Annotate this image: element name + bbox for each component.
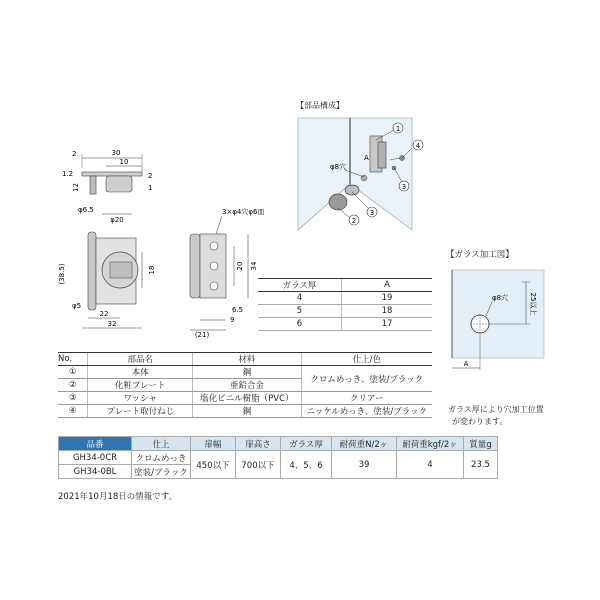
glass-table-cell: 5 bbox=[258, 305, 342, 318]
table-row bbox=[58, 392, 432, 405]
side-dim-6-5: 6.5 bbox=[232, 306, 244, 314]
front-dim-2a: 2 bbox=[72, 150, 77, 158]
footer-date-note: 2021年10月18日の情報です。 bbox=[58, 492, 178, 502]
parts-no: ② bbox=[58, 379, 88, 392]
front-dim-22: 22 bbox=[99, 310, 109, 318]
parts-name: 本体 bbox=[88, 366, 193, 379]
product-header-glass: ガラス厚 bbox=[281, 437, 332, 451]
product-header-height: 扉高さ bbox=[236, 437, 281, 451]
product-load-kgf: 4 bbox=[397, 451, 464, 479]
product-code: GH34-0BL bbox=[59, 465, 132, 479]
product-table bbox=[58, 436, 498, 479]
product-header-finish: 仕上 bbox=[132, 437, 191, 451]
front-dim-2b: 2 bbox=[148, 172, 153, 180]
glass-table-cell: 4 bbox=[258, 292, 342, 305]
parts-num-3b: 3 bbox=[369, 209, 375, 217]
side-dim-holes: 3×φ4穴φ6皿 bbox=[222, 208, 265, 216]
product-header-mass: 質量g bbox=[464, 437, 498, 451]
product-load-n: 39 bbox=[332, 451, 397, 479]
table-row bbox=[258, 305, 432, 318]
parts-num-3a: 3 bbox=[401, 183, 407, 191]
front-dim-phi6-5: φ6.5 bbox=[78, 206, 94, 214]
product-finish: クロムめっき bbox=[132, 451, 191, 465]
glass-table-cell: 6 bbox=[258, 318, 342, 331]
glass-diagram bbox=[448, 262, 550, 382]
parts-dim-a: A bbox=[364, 154, 369, 162]
parts-finish: クリアー bbox=[301, 392, 432, 405]
front-dim-phi5: φ5 bbox=[72, 302, 82, 310]
front-dim-38-5: (38.5) bbox=[58, 263, 66, 285]
product-code: GH34-0CR bbox=[59, 451, 132, 465]
parts-table bbox=[58, 352, 432, 418]
parts-no: ③ bbox=[58, 392, 88, 405]
parts-header-finish: 仕上/色 bbox=[301, 353, 432, 366]
front-dim-18: 18 bbox=[148, 265, 156, 275]
parts-name: ワッシャ bbox=[88, 392, 193, 405]
parts-material: 亜鉛合金 bbox=[193, 379, 301, 392]
product-header-load-n: 耐荷重N/2ヶ bbox=[332, 437, 397, 451]
front-dim-12: 12 bbox=[72, 183, 80, 192]
product-mass: 23.5 bbox=[464, 451, 498, 479]
parts-num-4: 4 bbox=[415, 142, 421, 150]
glass-note-line1: ガラス厚により穴加工位置 bbox=[448, 405, 544, 414]
parts-header-material: 材料 bbox=[193, 353, 301, 366]
side-dim-21: (21) bbox=[194, 331, 210, 339]
side-dim-34: 34 bbox=[250, 261, 258, 271]
product-width: 450以下 bbox=[191, 451, 236, 479]
parts-finish: ニッケルめっき、塗装/ブラック bbox=[301, 405, 432, 418]
front-drawing bbox=[58, 142, 168, 342]
glass-note-line2: が変わります。 bbox=[452, 417, 508, 426]
table-row bbox=[258, 318, 432, 331]
side-dim-20: 20 bbox=[236, 261, 244, 271]
glass-dim-h: A bbox=[463, 360, 469, 368]
glass-table-cell: 17 bbox=[342, 318, 432, 331]
parts-no: ① bbox=[58, 366, 88, 379]
table-row bbox=[58, 366, 432, 379]
glass-table-header-a: A bbox=[342, 279, 432, 292]
parts-header-no: No. bbox=[58, 353, 88, 366]
parts-diagram bbox=[290, 112, 440, 237]
parts-finish-merged: クロムめっき、塗装/ブラック bbox=[301, 366, 432, 392]
parts-material: 鋼 bbox=[193, 366, 301, 379]
table-row bbox=[58, 405, 432, 418]
glass-table-cell: 19 bbox=[342, 292, 432, 305]
front-dim-1: 1 bbox=[148, 184, 153, 192]
glass-thickness-table bbox=[258, 278, 432, 331]
parts-hole-label: φ8穴 bbox=[330, 163, 347, 171]
parts-name: 化粧プレート bbox=[88, 379, 193, 392]
glass-diagram-title: 【ガラス加工図】 bbox=[446, 250, 514, 260]
product-height: 700以下 bbox=[236, 451, 281, 479]
glass-table-cell: 18 bbox=[342, 305, 432, 318]
glass-hole-label: φ8穴 bbox=[492, 294, 509, 302]
table-row bbox=[59, 451, 498, 465]
parts-material: 鋼 bbox=[193, 405, 301, 418]
parts-no: ④ bbox=[58, 405, 88, 418]
parts-name: プレート取付ねじ bbox=[88, 405, 193, 418]
parts-material: 塩化ビニル樹脂（PVC） bbox=[193, 392, 301, 405]
front-dim-10: 10 bbox=[119, 158, 129, 166]
front-dim-1-2: 1.2 bbox=[62, 170, 74, 178]
product-glass: 4、5、6 bbox=[281, 451, 332, 479]
parts-header-name: 部品名 bbox=[88, 353, 193, 366]
product-header-code: 品番 bbox=[59, 437, 132, 451]
front-dim-30: 30 bbox=[111, 149, 121, 157]
table-row bbox=[258, 292, 432, 305]
parts-num-1: 1 bbox=[395, 125, 401, 133]
front-dim-32: 32 bbox=[107, 320, 117, 328]
parts-diagram-title: 【部品構成】 bbox=[296, 101, 344, 110]
front-dim-phi20: φ20 bbox=[110, 216, 124, 224]
side-dim-9: 9 bbox=[230, 316, 235, 324]
product-finish: 塗装/ブラック bbox=[132, 465, 191, 479]
product-header-load-kgf: 耐荷重kgf/2ヶ bbox=[397, 437, 464, 451]
product-header-width: 扉幅 bbox=[191, 437, 236, 451]
glass-table-header-thickness: ガラス厚 bbox=[258, 279, 342, 292]
glass-dim-v: 25以上 bbox=[529, 292, 537, 316]
parts-num-2: 2 bbox=[351, 217, 357, 225]
